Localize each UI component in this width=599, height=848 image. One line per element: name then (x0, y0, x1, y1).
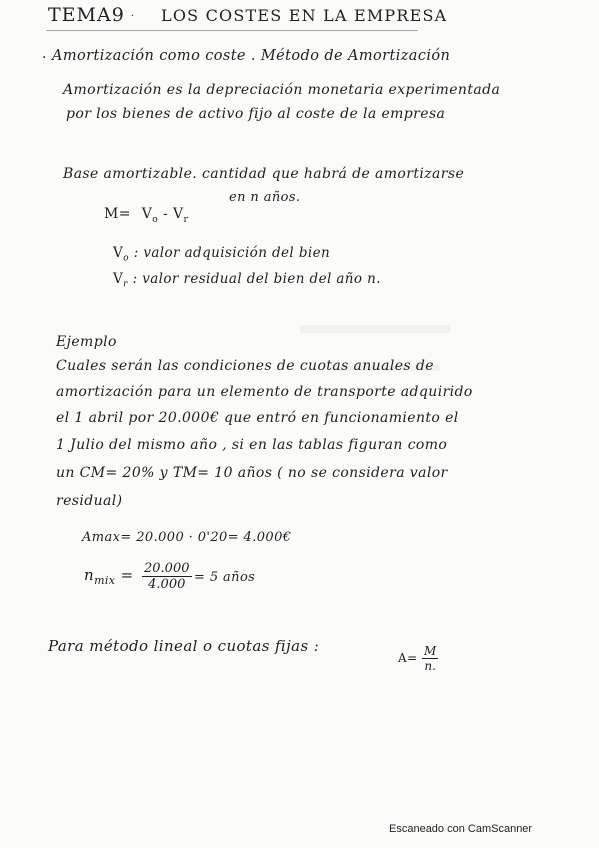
nmix-n: n (84, 566, 95, 584)
v0-text: : valor adquisición del bien (133, 245, 331, 261)
v0-sub: o (123, 253, 129, 264)
vr-definition (113, 271, 381, 290)
formula-v0-sub: o (152, 214, 159, 225)
amax-formula: Amax= 20.000 · 0'20= 4.000€ (82, 530, 292, 545)
bleed-through-mark (300, 325, 450, 333)
title-dot: · (130, 10, 135, 22)
bullet-dot: · (42, 50, 47, 66)
nmix-numerator: 20.000 (144, 561, 190, 576)
example-heading: Ejemplo (56, 334, 117, 350)
method-numerator: M (424, 644, 437, 658)
page-title (48, 4, 447, 26)
method-denominator: n. (424, 659, 436, 673)
topic-title: LOS COSTES EN LA EMPRESA (161, 6, 448, 25)
base-formula (104, 206, 188, 225)
definition-line-2: por los bienes de activo fijo al coste de la empresa (66, 106, 446, 122)
v0-symbol: V (113, 245, 124, 261)
formula-vr-sub: r (183, 214, 189, 225)
formula-vr: V (172, 206, 184, 222)
formula-v0: V (141, 206, 153, 222)
tema-label: TEMA9 (48, 4, 125, 26)
example-line-1: Cuales serán las condiciones de cuotas anuales de (56, 358, 434, 374)
scanner-watermark: Escaneado con CamScanner (389, 823, 533, 835)
example-line-2: amortización para un elemento de transporte adquirido (56, 384, 473, 400)
vr-symbol: V (113, 271, 124, 287)
nmix-result: = 5 años (194, 570, 256, 585)
formula-m: M= (104, 206, 131, 222)
example-line-3: el 1 abril por 20.000€ que entró en funcionamiento el (56, 410, 459, 426)
method-text: Para método lineal o cuotas fijas : (48, 637, 320, 655)
vr-sub: r (123, 279, 128, 290)
formula-minus: - (162, 206, 169, 222)
example-line-5: un CM= 20% y TM= 10 años ( no se considera valor (56, 465, 448, 481)
example-line-4: 1 Julio del mismo año , si en las tablas figuran como (56, 437, 448, 453)
nmix-sub: mix (94, 574, 116, 587)
base-line-1: Base amortizable. cantidad que habrá de amortizarse (63, 166, 465, 182)
nmix-label (84, 566, 134, 587)
method-fraction (422, 644, 438, 673)
method-formula-left: A= (398, 651, 418, 665)
base-line-2: en n años. (229, 190, 301, 205)
title-underline (46, 30, 418, 31)
v0-definition (113, 245, 330, 264)
example-line-6: residual) (56, 493, 123, 509)
nmix-equals: = (120, 566, 134, 584)
nmix-fraction (142, 561, 192, 592)
vr-text: : valor residual del bien del año n. (132, 271, 381, 287)
definition-line-1: Amortización es la depreciación monetaria experimentada (63, 82, 501, 98)
section-heading: Amortización como coste . Método de Amortización (52, 48, 451, 64)
nmix-denominator: 4.000 (148, 577, 186, 592)
